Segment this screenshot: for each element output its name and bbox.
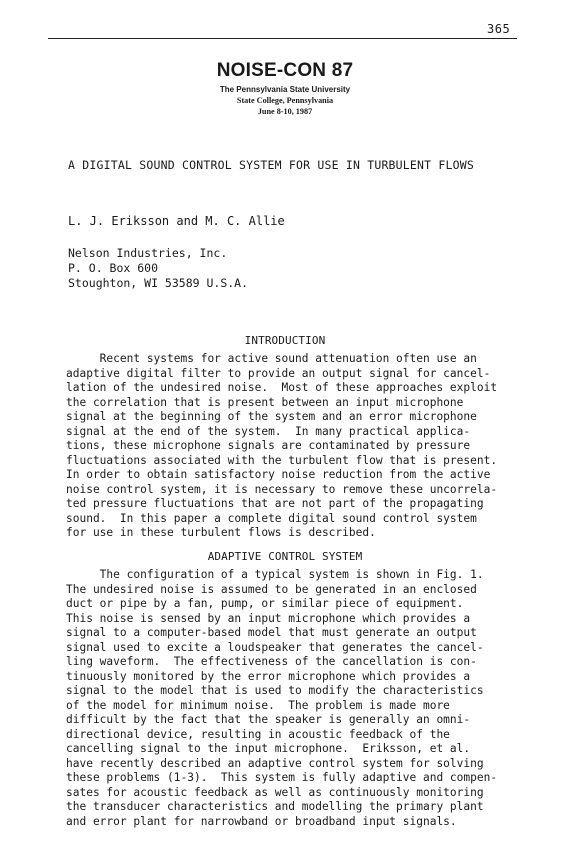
text-line: have recently described an adaptive control system for solving [66,756,484,770]
text-line: the transducer characteristics and modelling the primary plant [66,800,484,813]
text-line: noise control system, it is necessary to remove these uncorrela- [66,482,498,496]
text-line: signal to the model that is used to modify the characteristics [66,684,484,697]
text-line: of the model for minimum noise. The problem is made more [66,698,450,712]
header-rule [48,38,517,39]
conference-title: NOISE-CON 87 [216,60,354,81]
text-line: signal at the beginning of the system and an error microphone [66,410,477,423]
text-line: signal at the end of the system. In many practical applica- [66,424,471,438]
authors: L. J. Eriksson and M. C. Allie [68,214,285,228]
page-number: 365 [487,22,511,36]
conference-university: The Pennsylvania State University [219,85,351,94]
adaptive-control-heading: ADAPTIVE CONTROL SYSTEM [207,550,363,563]
text-line: signal to a computer-based model that must generate an output [66,626,477,639]
text-line: for use in these turbulent flows is described. [66,526,376,539]
text-line: ted pressure fluctuations that are not part of the propagating [66,497,484,510]
affiliation-city: Stoughton, WI 53589 U.S.A. [68,276,249,290]
text-line: sound. In this paper a complete digital sound control system [66,511,477,525]
conference-dates: June 8-10, 1987 [257,107,313,116]
text-line: these problems (1-3). This system is fully adaptive and compen- [66,771,498,784]
affiliation-po-box: P. O. Box 600 [68,261,159,275]
text-line: tinuously monitored by the error microphone which provides a [66,669,471,683]
adaptive-control-body [66,568,511,829]
text-line: sates for acoustic feedback as well as continuously monitoring [66,785,484,799]
text-line: lation of the undesired noise. Most of these approaches exploit [66,381,498,394]
text-line: This noise is sensed by an input microphone which provides a [66,611,471,625]
introduction-body [66,352,511,541]
text-line: The undesired noise is assumed to be generated in an enclosed [66,582,477,596]
text-line: directional device, resulting in acoustic feedback of the [66,727,450,741]
text-line: the correlation that is present between an input microphone [66,395,464,409]
text-line: difficult by the fact that the speaker is generally an omni- [66,713,471,726]
text-line: signal used to excite a loudspeaker that generates the cancel- [66,640,484,654]
text-line: fluctuations associated with the turbulent flow that is present. [66,453,498,467]
conference-location: State College, Pennsylvania [236,96,334,105]
text-line: Recent systems for active sound attenuation often use an [66,352,477,365]
affiliation-org: Nelson Industries, Inc. [68,246,228,260]
text-line: cancelling signal to the input microphone. Eriksson, et al. [66,742,471,755]
text-line: The configuration of a typical system is shown in Fig. 1. [66,568,484,581]
text-line: tions, these microphone signals are contaminated by pressure [66,439,471,452]
paper-title: A DIGITAL SOUND CONTROL SYSTEM FOR USE IN TURBULENT FLOWS [68,158,475,172]
text-line: In order to obtain satisfactory noise reduction from the active [66,468,491,481]
conference-header [0,60,570,117]
introduction-heading: INTRODUCTION [244,334,326,347]
text-line: ling waveform. The effectiveness of the cancellation is con- [66,655,477,668]
text-line: adaptive digital filter to provide an output signal for cancel- [66,366,491,380]
text-line: and error plant for narrowband or broadband input signals. [66,814,457,828]
text-line: duct or pipe by a fan, pump, or similar piece of equipment. [66,597,464,610]
affiliation [68,246,248,291]
